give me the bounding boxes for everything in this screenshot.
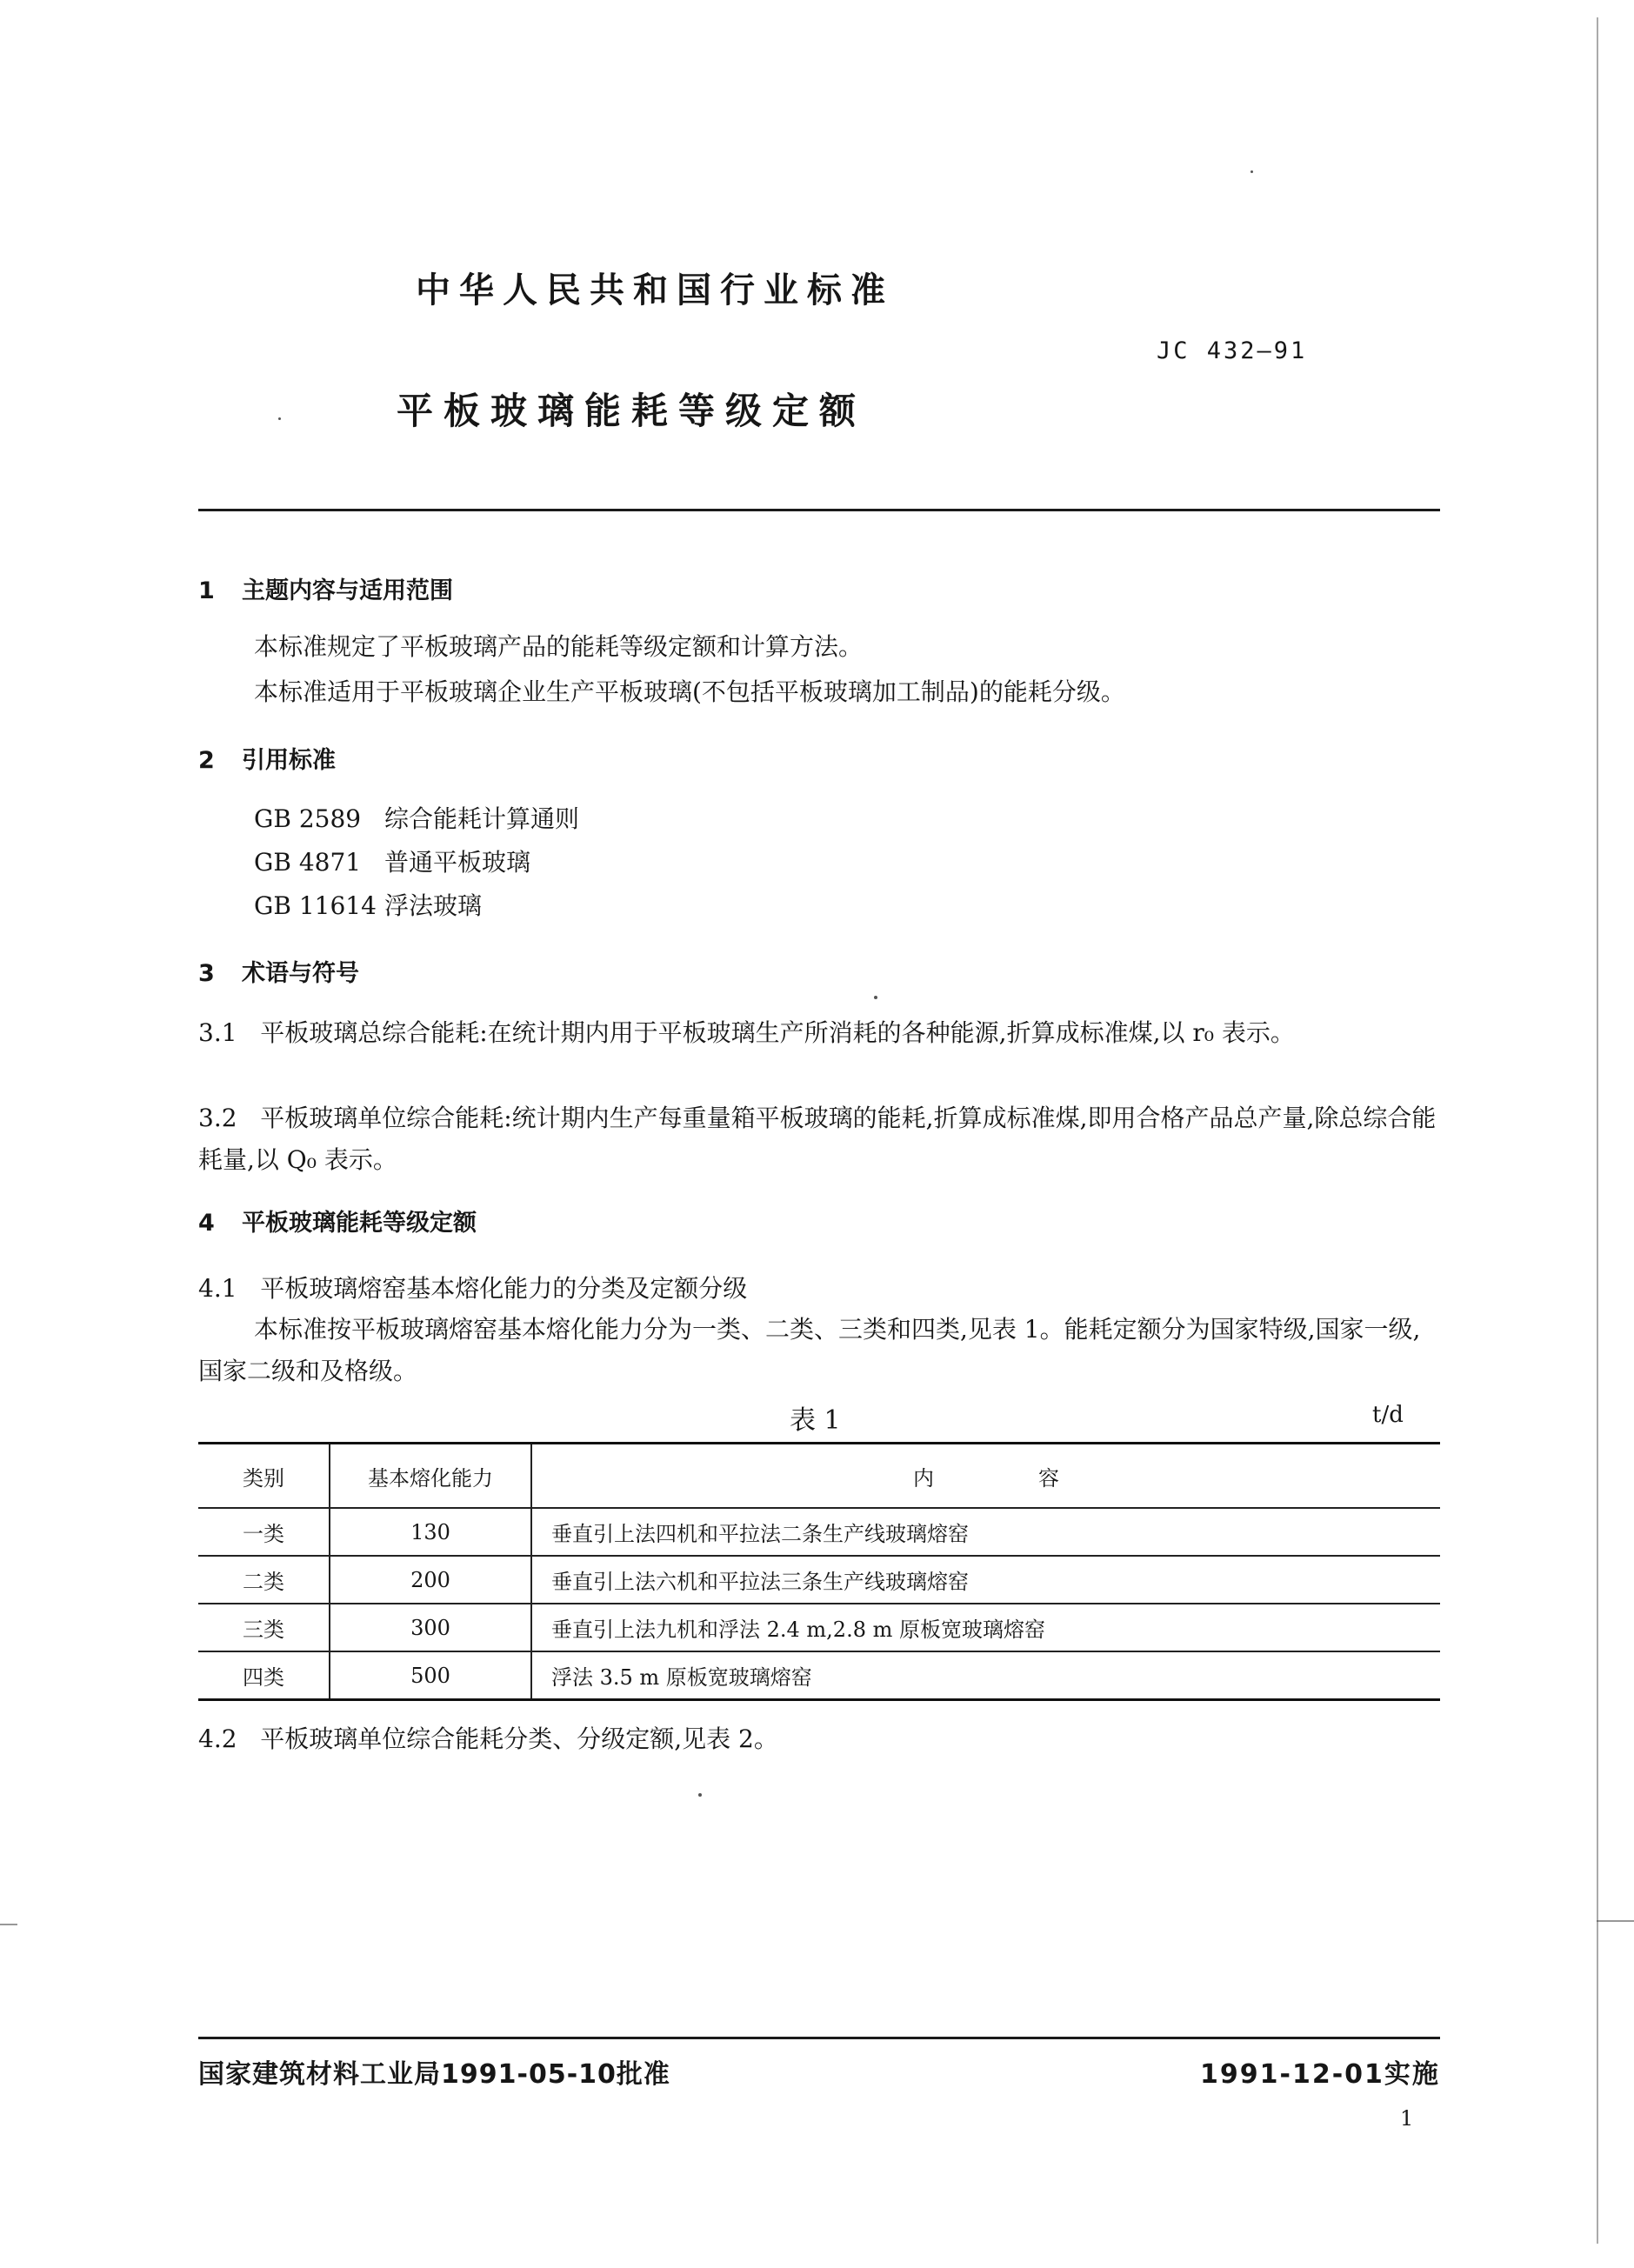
section-title: 平板玻璃能耗等级定额 xyxy=(242,1210,477,1237)
reference-name: 综合能耗计算通则 xyxy=(384,804,580,833)
page-number: 1 xyxy=(1400,2106,1414,2131)
table-caption: 表 1 xyxy=(790,1405,841,1436)
scan-edge-mark xyxy=(0,1924,17,1925)
term-3-2 xyxy=(198,1097,1442,1181)
scan-edge-mark xyxy=(1597,1920,1634,1922)
footer-rule xyxy=(198,2037,1440,2039)
term-text: 平板玻璃总综合能耗:在统计期内用于平板玻璃生产所消耗的各种能源,折算成标准煤,以 r₀ 表示。 xyxy=(260,1018,1295,1047)
scan-speck xyxy=(698,1793,702,1797)
table-header-row xyxy=(198,1444,1440,1509)
scan-speck xyxy=(874,996,877,999)
reference-code: GB 2589 xyxy=(254,804,362,833)
clause-4-1-text: 本标准按平板玻璃熔窑基本熔化能力分为一类、二类、三类和四类,见表 1。能耗定额分为国家特级,国家一级,国家二级和及格级。 xyxy=(198,1315,1421,1385)
term-number: 3.2 xyxy=(198,1104,237,1132)
section-1-heading xyxy=(198,571,453,605)
clause-4-1-heading xyxy=(198,1270,747,1304)
section-2-heading xyxy=(198,741,336,775)
clause-4-2 xyxy=(198,1720,778,1755)
clause-text: 平板玻璃单位综合能耗分类、分级定额,见表 2。 xyxy=(260,1724,778,1753)
section-title: 引用标准 xyxy=(242,747,336,774)
col-header-content: 内容 xyxy=(531,1444,1440,1509)
issuer-line: 中华人民共和国行业标准 xyxy=(416,270,894,310)
section-title: 术语与符号 xyxy=(242,960,359,987)
cell-content: 浮法 3.5 m 原板宽玻璃熔窑 xyxy=(531,1651,1440,1700)
col-header-capacity: 基本熔化能力 xyxy=(330,1444,531,1509)
term-text: 平板玻璃单位综合能耗:统计期内生产每重量箱平板玻璃的能耗,折算成标准煤,即用合格产品总产量,除总综合能耗量,以 Q₀ 表示。 xyxy=(198,1104,1437,1174)
term-number: 3.1 xyxy=(198,1018,237,1047)
scan-speck xyxy=(278,417,281,420)
standard-code: JC 432—91 xyxy=(1157,337,1308,364)
section-title: 主题内容与适用范围 xyxy=(242,577,453,604)
cell-capacity: 200 xyxy=(330,1556,531,1604)
reference-item xyxy=(254,844,530,878)
reference-code: GB 11614 xyxy=(254,891,377,920)
reference-item xyxy=(254,887,482,922)
section-number: 3 xyxy=(198,960,215,987)
cell-category: 一类 xyxy=(198,1508,330,1556)
table-row xyxy=(198,1604,1440,1651)
cell-capacity: 300 xyxy=(330,1604,531,1651)
approval-line: 国家建筑材料工业局1991-05-10批准 xyxy=(198,2059,670,2090)
reference-code: GB 4871 xyxy=(254,848,362,877)
clause-number: 4.2 xyxy=(198,1724,237,1753)
effective-date: 1991-12-01实施 xyxy=(1200,2059,1440,2090)
clause-number: 4.1 xyxy=(198,1274,237,1303)
cell-content: 垂直引上法九机和浮法 2.4 m,2.8 m 原板宽玻璃熔窑 xyxy=(531,1604,1440,1651)
scan-speck xyxy=(1251,170,1253,173)
cell-content: 垂直引上法四机和平拉法二条生产线玻璃熔窑 xyxy=(531,1508,1440,1556)
document-title: 平板玻璃能耗等级定额 xyxy=(397,390,867,432)
cell-category: 四类 xyxy=(198,1651,330,1700)
cell-category: 三类 xyxy=(198,1604,330,1651)
clause-heading: 平板玻璃熔窑基本熔化能力的分类及定额分级 xyxy=(260,1274,748,1303)
header-rule xyxy=(198,509,1440,511)
section-3-heading xyxy=(198,954,359,988)
cell-category: 二类 xyxy=(198,1556,330,1604)
scan-edge-line xyxy=(1597,17,1598,2244)
section-number: 1 xyxy=(198,577,215,604)
section-4-heading xyxy=(198,1204,477,1237)
reference-name: 浮法玻璃 xyxy=(384,891,483,920)
section-number: 2 xyxy=(198,747,215,774)
table-row xyxy=(198,1556,1440,1604)
table-row xyxy=(198,1508,1440,1556)
cell-capacity: 130 xyxy=(330,1508,531,1556)
cell-capacity: 500 xyxy=(330,1651,531,1700)
reference-name: 普通平板玻璃 xyxy=(384,848,531,877)
s1-paragraph-1: 本标准规定了平板玻璃产品的能耗等级定额和计算方法。 xyxy=(254,632,864,661)
term-3-1 xyxy=(198,1012,1442,1054)
section-number: 4 xyxy=(198,1210,215,1237)
table-unit: t/d xyxy=(1372,1402,1404,1428)
col-header-category: 类别 xyxy=(198,1444,330,1509)
cell-content: 垂直引上法六机和平拉法三条生产线玻璃熔窑 xyxy=(531,1556,1440,1604)
reference-item xyxy=(254,800,579,835)
s1-paragraph-2: 本标准适用于平板玻璃企业生产平板玻璃(不包括平板玻璃加工制品)的能耗分级。 xyxy=(254,677,1125,706)
table-row xyxy=(198,1651,1440,1700)
table-1 xyxy=(198,1442,1440,1701)
